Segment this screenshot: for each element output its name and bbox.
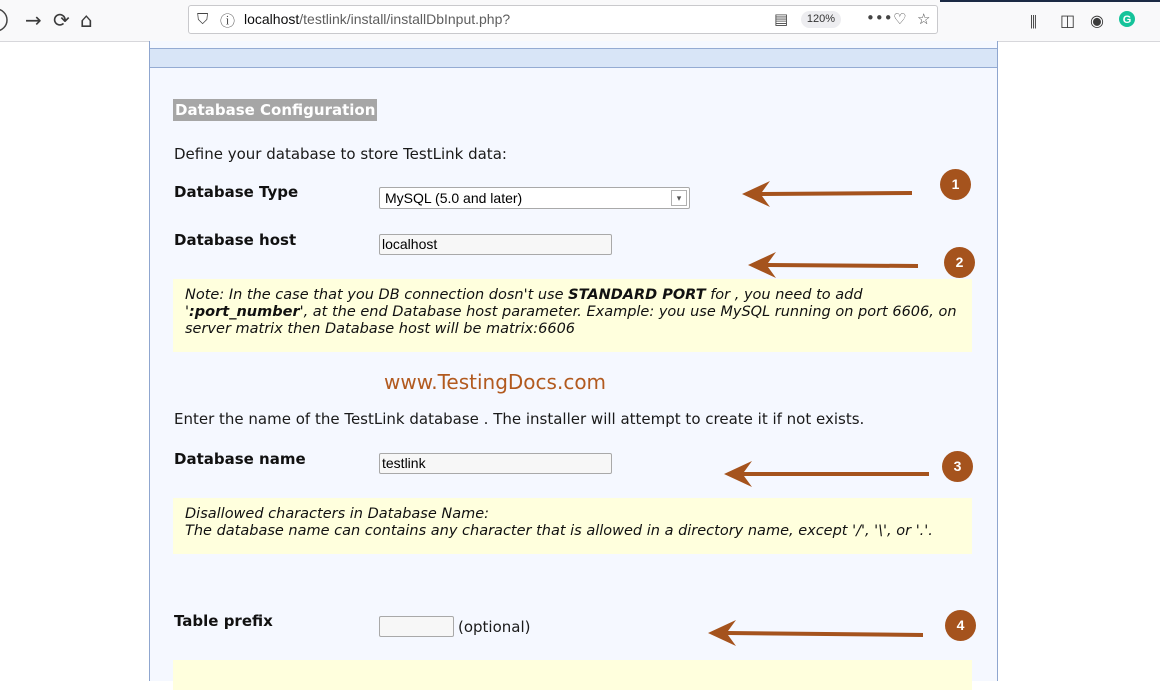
watermark: www.TestingDocs.com [384, 370, 607, 394]
page-title: Database Configuration [175, 101, 376, 119]
annotation-badge-1: 1 [940, 169, 971, 200]
port-note [173, 279, 972, 352]
db-type-value: MySQL (5.0 and later) [385, 190, 523, 206]
url-text[interactable] [244, 11, 510, 27]
db-host-label: Database host [174, 231, 297, 249]
pocket-icon[interactable]: ♡ [893, 10, 907, 28]
db-name-note-line1: Disallowed characters in Database Name: [185, 506, 490, 522]
db-name-label: Database name [174, 450, 306, 468]
library-icon[interactable]: ⫼ [1030, 13, 1037, 31]
browser-toolbar [0, 0, 1160, 42]
annotation-arrow-1 [740, 178, 915, 210]
port-note-text-3: ', at the end Database host parameter. Example: you use MySQL running on port 6606, on server matrix then Database host will be matrix:6606 [185, 304, 957, 337]
annotation-badge-2: 2 [944, 247, 975, 278]
window-accent-line [940, 0, 1160, 2]
forward-icon[interactable]: → [25, 8, 42, 32]
db-name-intro: Enter the name of the TestLink database . The installer will attempt to create it if not exists. [174, 410, 865, 428]
shield-icon[interactable]: ⛉ [197, 10, 209, 28]
annotation-badge-4: 4 [945, 610, 976, 641]
home-icon[interactable]: ⌂ [80, 8, 93, 32]
install-page-frame [149, 41, 998, 681]
db-host-input[interactable]: localhost [379, 234, 612, 255]
port-note-port-number: :port_number [189, 304, 300, 320]
table-prefix-hint: (optional) [458, 618, 531, 636]
annotation-arrow-4 [706, 617, 926, 649]
frame-header-bar [150, 48, 997, 68]
db-name-note [173, 498, 972, 554]
table-prefix-input[interactable] [379, 616, 454, 637]
intro-text: Define your database to store TestLink data: [174, 145, 507, 163]
url-host: localhost [244, 11, 300, 27]
db-type-select[interactable] [379, 187, 690, 209]
reader-view-icon[interactable]: ▤ [774, 10, 789, 28]
url-bar[interactable] [188, 5, 938, 34]
bookmark-star-icon[interactable]: ☆ [917, 10, 931, 28]
zoom-level-badge[interactable]: 120% [801, 11, 841, 28]
db-name-input[interactable]: testlink [379, 453, 612, 474]
chevron-down-icon[interactable]: ▾ [671, 190, 687, 206]
port-note-text-2: for , you need to add ' [185, 287, 863, 320]
annotation-arrow-3 [722, 458, 932, 490]
page-actions-icon[interactable]: ••• [866, 9, 893, 27]
table-prefix-label: Table prefix [174, 612, 273, 630]
sidebar-icon[interactable]: ◫ [1060, 11, 1076, 30]
grammarly-icon[interactable] [1118, 10, 1136, 32]
reload-icon[interactable]: ⟳ [53, 8, 70, 32]
db-type-label: Database Type [174, 183, 299, 201]
db-name-note-line2: The database name can contains any character that is allowed in a directory name, except '/', '\', or '.'. [185, 523, 933, 539]
annotation-badge-3: 3 [942, 451, 973, 482]
svg-text:G: G [1122, 14, 1132, 26]
back-icon[interactable] [0, 7, 16, 37]
account-icon[interactable]: ◉ [1090, 11, 1104, 30]
info-icon[interactable]: ⓘ [220, 12, 236, 30]
annotation-arrow-2 [746, 250, 921, 282]
port-note-text-1: Note: In the case that you DB connection dosn't use [185, 287, 569, 303]
url-path: /testlink/install/installDbInput.php? [299, 11, 511, 27]
port-note-standard-port: STANDARD PORT [568, 287, 706, 303]
